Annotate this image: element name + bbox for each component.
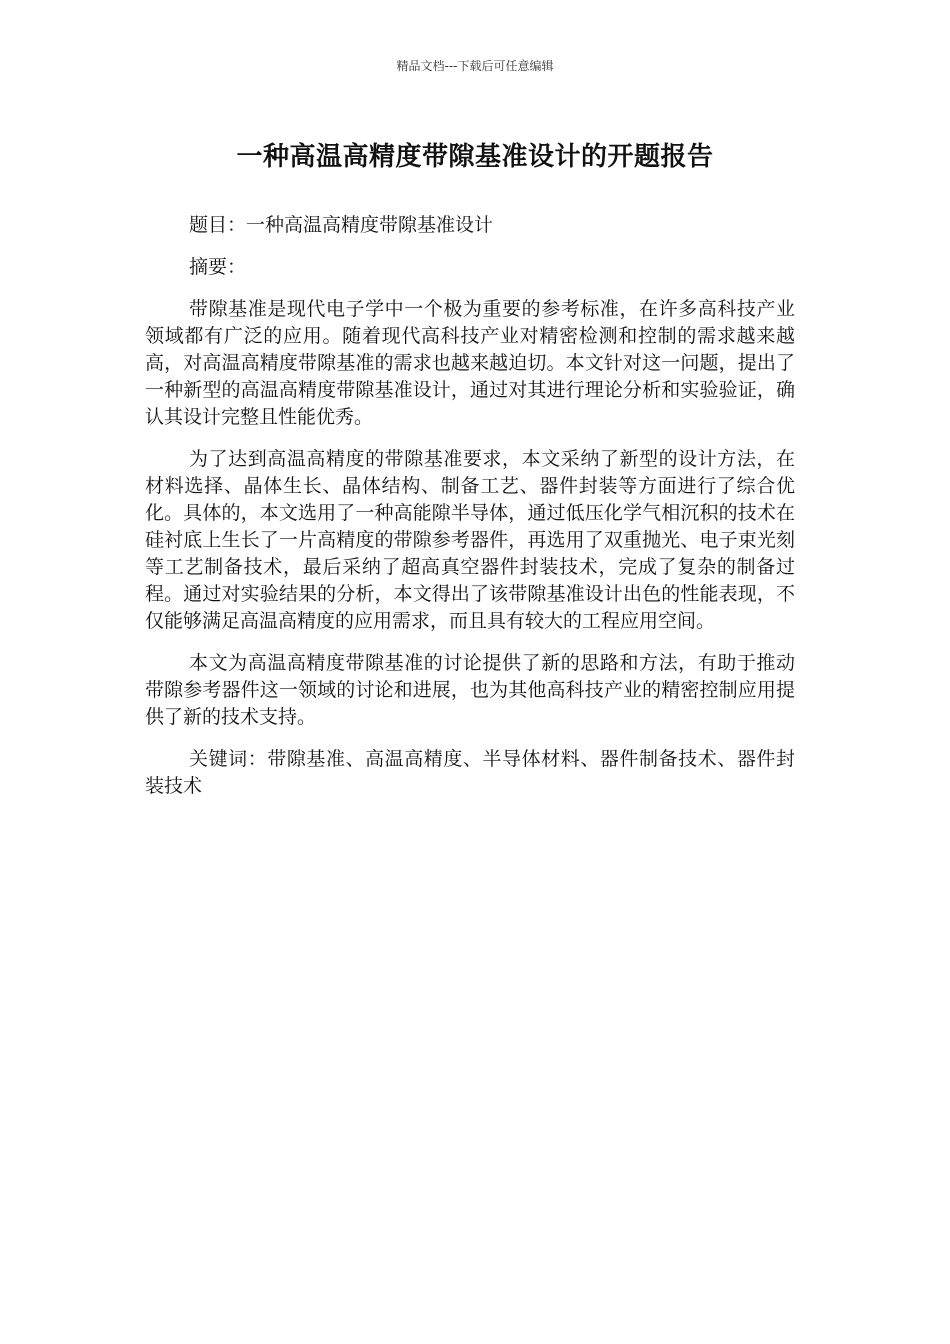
page-header: 精品文档---下载后可任意编辑 [396, 59, 554, 73]
keywords-line [145, 746, 795, 800]
topic-label: 题目： [189, 214, 247, 236]
abstract-paragraph-2: 为了达到高温高精度的带隙基准要求，本文采纳了新型的设计方法，在材料选择、晶体生长、晶体结构、制备工艺、器件封装等方面进行了综合优化。具体的，本文选用了一种高能隙半导体，通过低压化学气相沉积的技术在硅衬底上生长了一片高精度的带隙参考器件，再选用了双重抛光、电子束光刻等工艺制备技术，最后采纳了超高真空器件封装技术，完成了复杂的制备过程。通过对实验结果的分析，本文得出了该带隙基准设计出色的性能表现，不仅能够满足高温高精度的应用需求，而且具有较大的工程应用空间。 [145, 448, 795, 632]
topic-line [145, 212, 795, 239]
document-body [145, 212, 795, 815]
topic-value: 一种高温高精度带隙基准设计 [246, 214, 494, 236]
document-title: 一种高温高精度带隙基准设计的开题报告 [236, 142, 714, 172]
keywords-label: 关键词： [189, 748, 268, 770]
abstract-paragraph-3: 本文为高温高精度带隙基准的讨论提供了新的思路和方法，有助于推动带隙参考器件这一领域的讨论和进展，也为其他高科技产业的精密控制应用提供了新的技术支持。 [145, 652, 795, 728]
keywords-value: 带隙基准、高温高精度、半导体材料、器件制备技术、器件封装技术 [145, 748, 795, 797]
abstract-paragraph-1: 带隙基准是现代电子学中一个极为重要的参考标准，在许多高科技产业领域都有广泛的应用。随着现代高科技产业对精密检测和控制的需求越来越高，对高温高精度带隙基准的需求也越来越迫切。本文针对这一问题，提出了一种新型的高温高精度带隙基准设计，通过对其进行理论分析和实验验证，确认其设计完整且性能优秀。 [145, 298, 795, 428]
abstract-label: 摘要： [189, 256, 247, 278]
